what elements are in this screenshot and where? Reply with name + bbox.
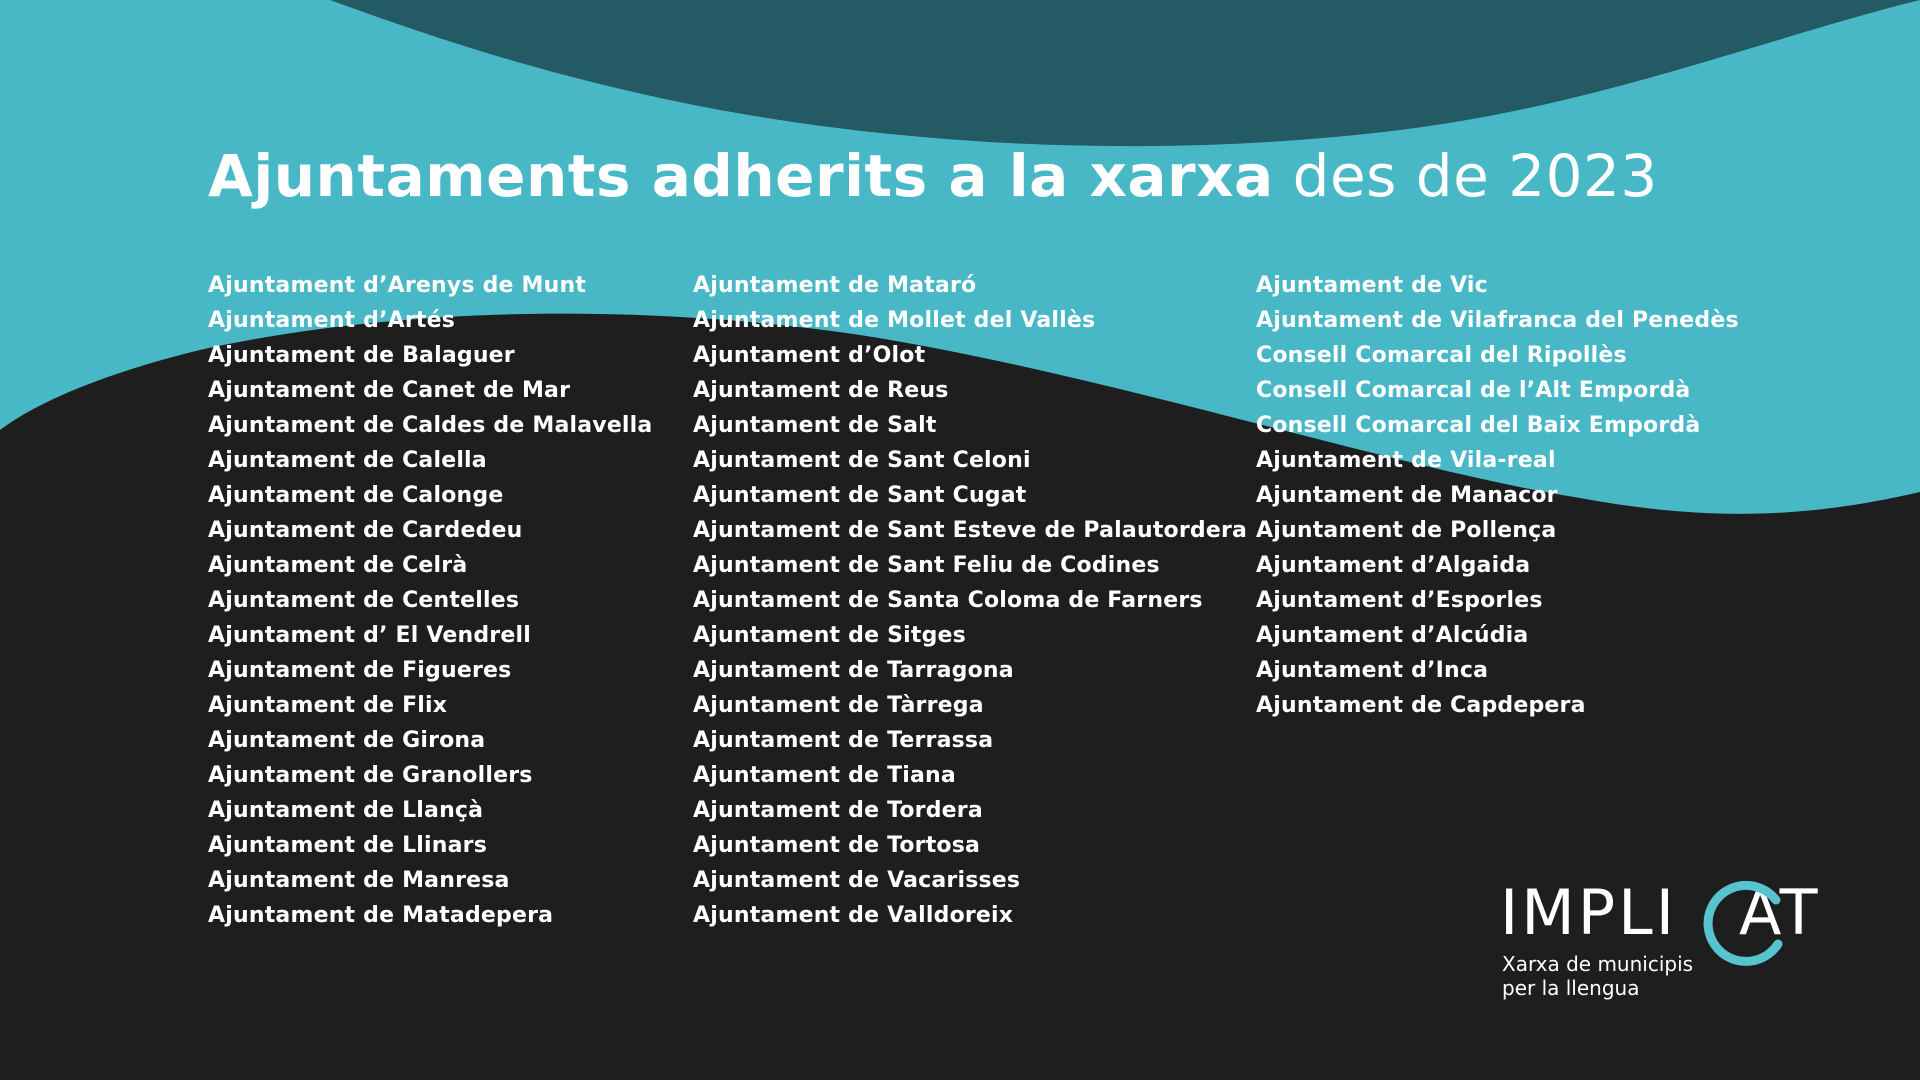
member-item: Ajuntament de Vila-real: [1256, 448, 1556, 473]
member-item: Ajuntament de Tordera: [693, 798, 983, 823]
member-item: Ajuntament d’Arenys de Munt: [208, 273, 587, 298]
member-item: Ajuntament de Terrassa: [693, 728, 994, 753]
member-item: Ajuntament d’Algaida: [1256, 553, 1531, 578]
member-item: Ajuntament de Sant Esteve de Palautordera: [693, 518, 1248, 543]
implicat-logo: [1500, 876, 1840, 1006]
member-item: Ajuntament de Santa Coloma de Farners: [693, 588, 1203, 613]
logo-tagline-line1: Xarxa de municipis: [1502, 952, 1694, 976]
member-item: Consell Comarcal de l’Alt Empordà: [1256, 378, 1691, 403]
title-bold: Ajuntaments adherits a la xarxa: [208, 142, 1274, 210]
members-column-1: [208, 268, 652, 933]
member-item: Ajuntament de Reus: [693, 378, 949, 403]
member-item: Ajuntament de Figueres: [208, 658, 512, 683]
member-item: Ajuntament d’ El Vendrell: [208, 623, 531, 648]
member-item: Ajuntament de Balaguer: [208, 343, 515, 368]
title-light: des de 2023: [1292, 142, 1658, 210]
member-item: Ajuntament de Calella: [208, 448, 487, 473]
member-item: Consell Comarcal del Ripollès: [1256, 343, 1627, 368]
member-item: Ajuntament de Sant Feliu de Codines: [693, 553, 1160, 578]
logo-tagline: [1502, 952, 1693, 1000]
member-item: Ajuntament de Calonge: [208, 483, 504, 508]
member-item: Ajuntament de Caldes de Malavella: [208, 413, 653, 438]
member-item: Ajuntament de Sant Cugat: [693, 483, 1027, 508]
member-item: Ajuntament d’Artés: [208, 308, 456, 333]
member-item: Ajuntament de Manacor: [1256, 483, 1558, 508]
member-item: Ajuntament de Tiana: [693, 763, 956, 788]
member-item: Ajuntament de Sitges: [693, 623, 966, 648]
member-item: Ajuntament de Pollença: [1256, 518, 1557, 543]
member-item: Ajuntament de Tàrrega: [693, 693, 984, 718]
members-column-3: [1256, 268, 1739, 723]
member-item: Ajuntament de Tortosa: [693, 833, 981, 858]
member-item: Ajuntament d’Olot: [693, 343, 926, 368]
member-item: Ajuntament de Tarragona: [693, 658, 1014, 683]
member-item: Ajuntament de Llançà: [208, 798, 484, 823]
member-item: Ajuntament de Celrà: [208, 553, 468, 578]
member-item: Ajuntament de Vacarisses: [693, 868, 1021, 893]
member-item: Ajuntament de Granollers: [208, 763, 533, 788]
logo-tagline-line2: per la llengua: [1502, 976, 1640, 1000]
member-item: Ajuntament de Valldoreix: [693, 903, 1014, 928]
member-item: Ajuntament de Capdepera: [1256, 693, 1586, 718]
members-column-2: [693, 268, 1247, 933]
member-item: Ajuntament de Girona: [208, 728, 486, 753]
member-item: Ajuntament de Matadepera: [208, 903, 554, 928]
member-item: Ajuntament de Cardedeu: [208, 518, 523, 543]
member-item: Ajuntament de Canet de Mar: [208, 378, 571, 403]
member-item: Ajuntament de Vilafranca del Penedès: [1256, 308, 1739, 333]
member-item: Ajuntament de Llinars: [208, 833, 488, 858]
member-item: Ajuntament de Flix: [208, 693, 448, 718]
member-item: Ajuntament d’Inca: [1256, 658, 1489, 683]
page-title: [208, 140, 1658, 212]
logo-word-left: IMPLI: [1500, 876, 1677, 949]
member-item: Ajuntament de Manresa: [208, 868, 510, 893]
member-item: Consell Comarcal del Baix Empordà: [1256, 413, 1701, 438]
member-item: Ajuntament de Centelles: [208, 588, 520, 613]
member-item: Ajuntament de Mollet del Vallès: [693, 308, 1096, 333]
member-item: Ajuntament d’Alcúdia: [1256, 623, 1529, 648]
member-item: Ajuntament de Mataró: [693, 273, 977, 298]
member-item: Ajuntament de Vic: [1256, 273, 1488, 298]
logo-ring-icon: [1698, 878, 1790, 970]
member-item: Ajuntament d’Esporles: [1256, 588, 1543, 613]
logo-word-right: AT: [1739, 876, 1821, 949]
member-item: Ajuntament de Sant Celoni: [693, 448, 1031, 473]
member-item: Ajuntament de Salt: [693, 413, 937, 438]
